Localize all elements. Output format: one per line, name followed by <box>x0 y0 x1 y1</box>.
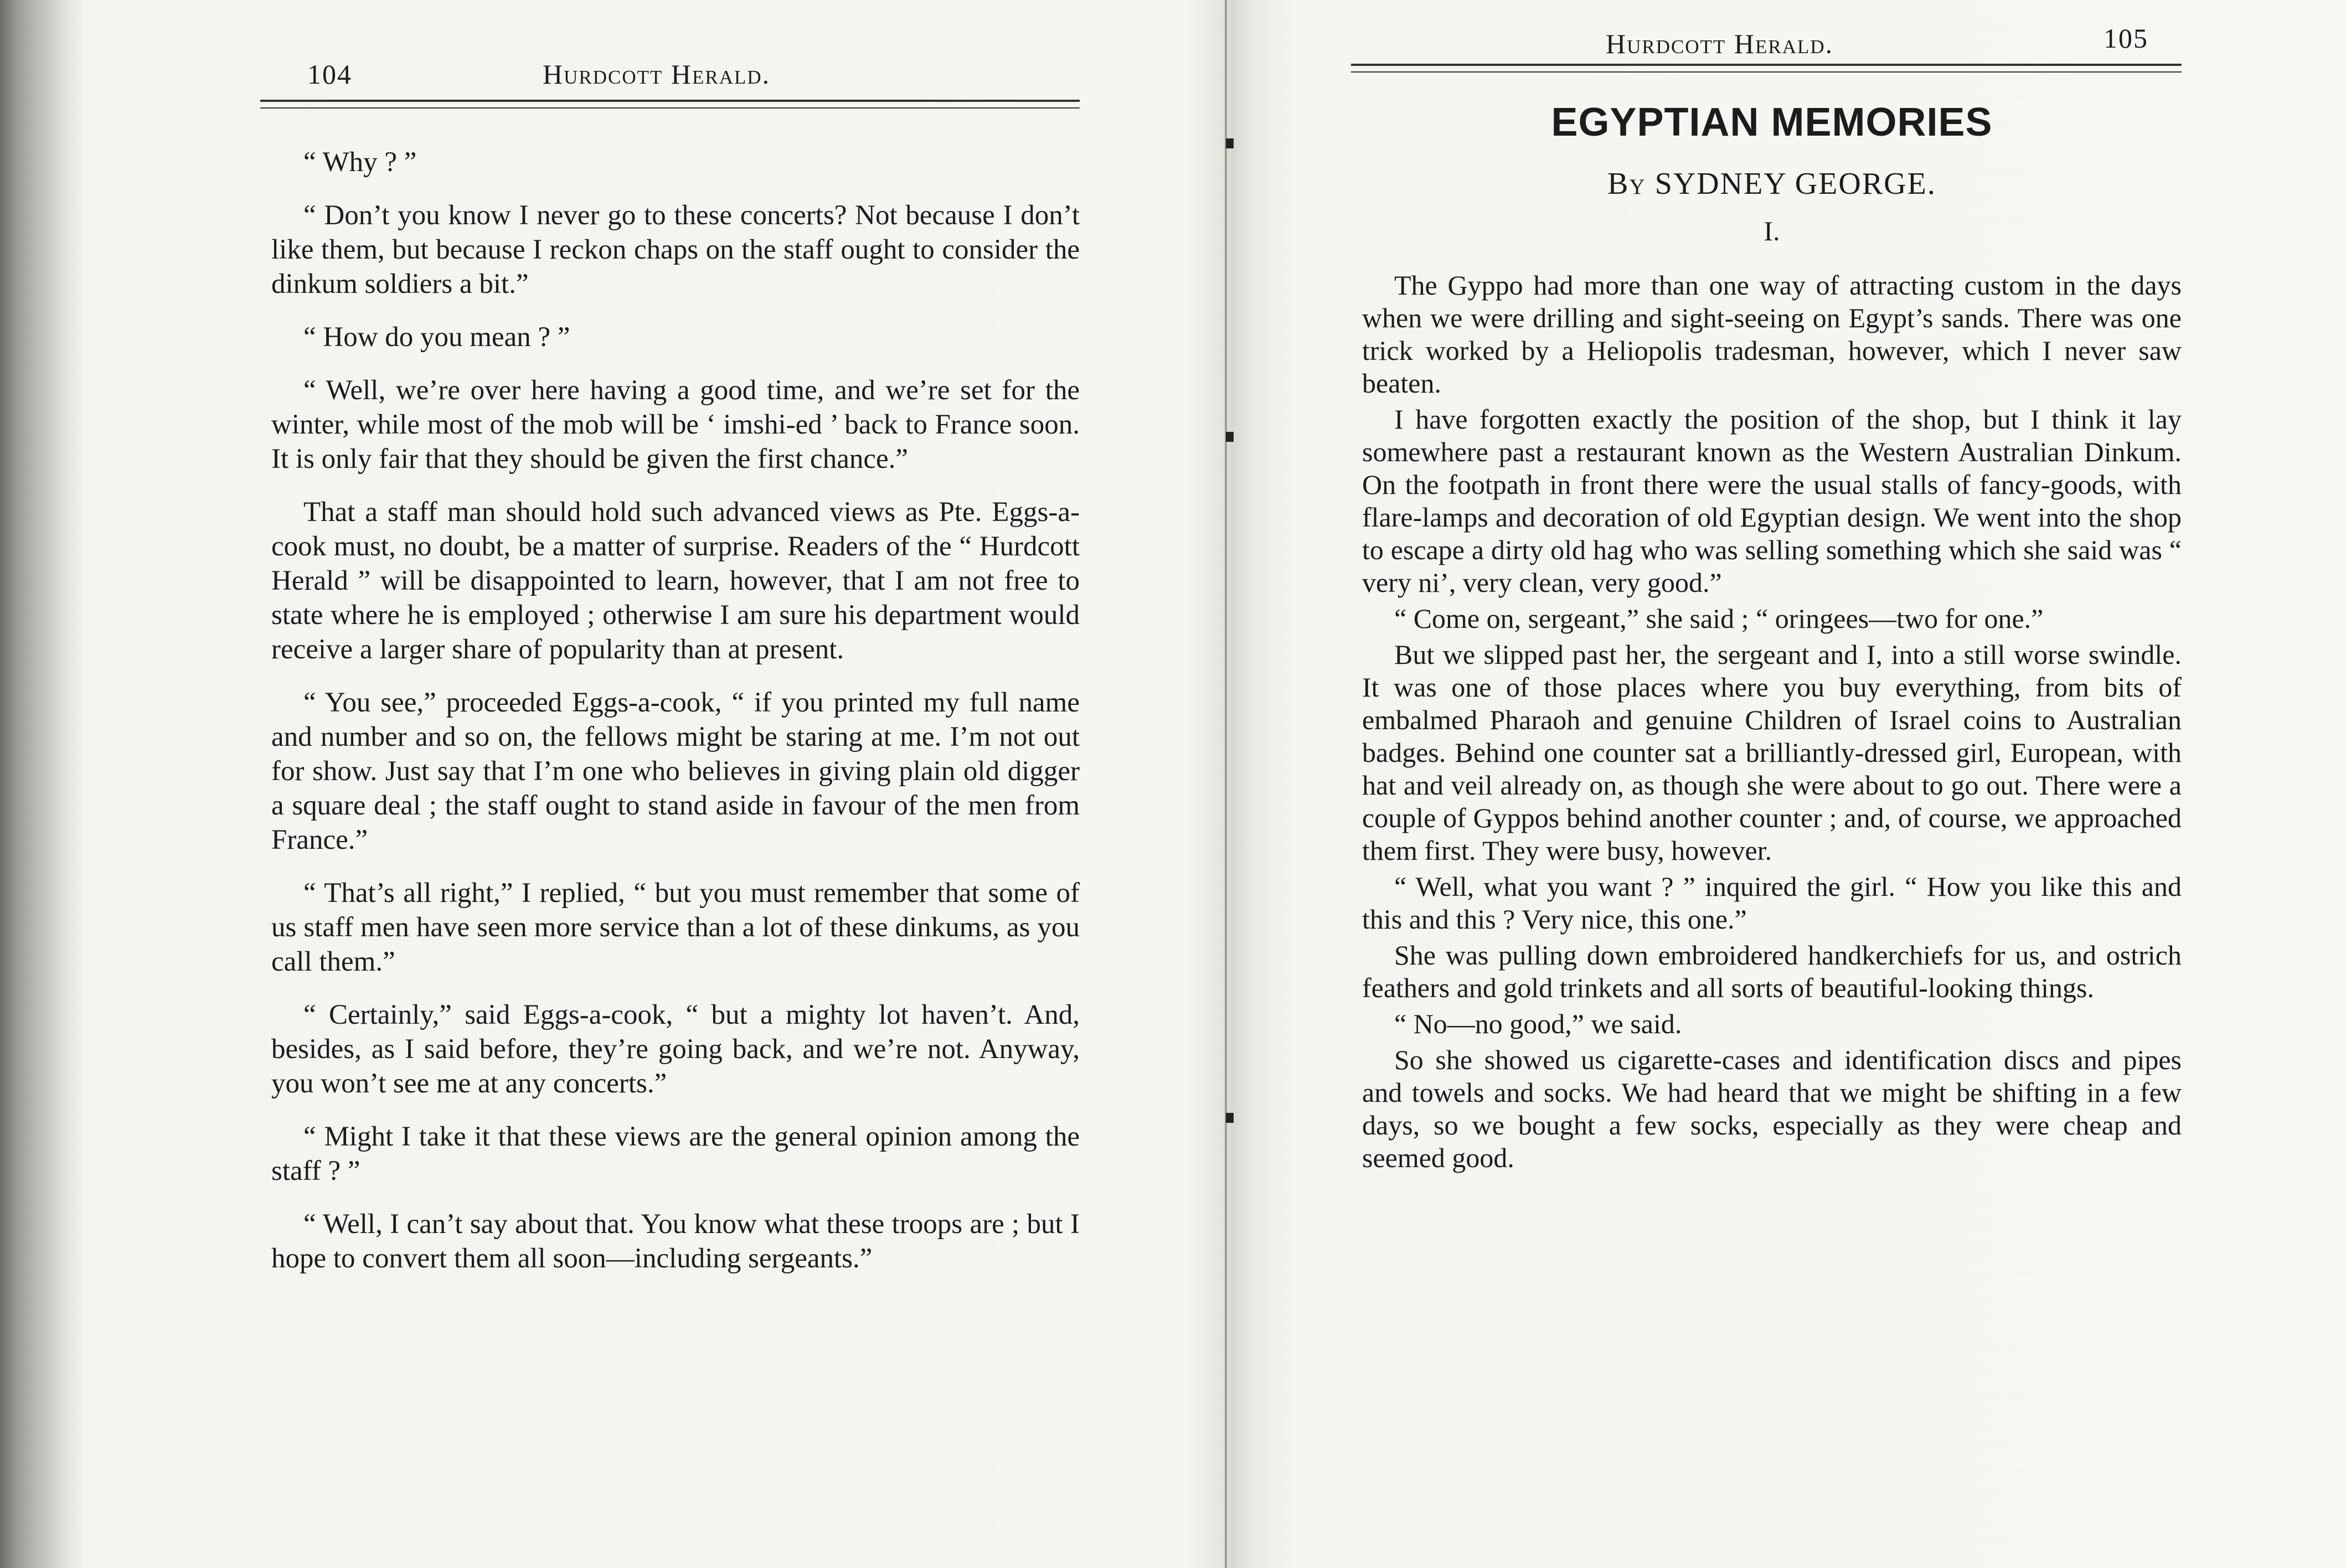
header-rule-thin <box>260 107 1080 109</box>
article-body <box>271 145 1080 1294</box>
header-rule-thin <box>1351 71 2182 73</box>
binding-mark <box>1226 138 1234 148</box>
paragraph: “ Don’t you know I never go to these concerts? Not because I don’t like them, but because I reckon chaps on the staff ought to consider the dinkum soldiers a bit.” <box>271 200 1080 300</box>
binding-mark <box>1226 1113 1234 1123</box>
page-gutter <box>1225 0 1227 1568</box>
paragraph: “ Why ? ” <box>303 147 417 178</box>
paragraph: “ Certainly,” said Eggs-a-cook, “ but a mighty lot haven’t. And, besides, as I said before, they’re going back, and we’re not. Anyway, you won’t see me at any concerts.” <box>271 999 1080 1099</box>
paragraph: “ Might I take it that these views are the general opinion among the staff ? ” <box>271 1121 1080 1187</box>
running-title: Hurdcott Herald. <box>543 59 771 90</box>
header-rule <box>1351 64 2182 66</box>
paragraph: “ You see,” proceeded Eggs-a-cook, “ if you printed my full name and number and so on, the fellows might be staring at me. I’m not out for show. Just say that I’m one who believes in giving plain old digger a square deal ; the staff ought to stand aside in favour of the men from France.” <box>271 687 1080 855</box>
paragraph: “ How do you mean ? ” <box>303 322 570 353</box>
running-head <box>260 58 1080 97</box>
article-headline: EGYPTIAN MEMORIES <box>1551 100 1993 145</box>
paragraph: So she showed us cigarette-cases and identification discs and pipes and towels and socks. We had heard that we might be shifting in a few days, so we bought a few socks, especially as they were cheap and seemed good. <box>1362 1044 2182 1173</box>
page-number: 105 <box>2103 23 2148 54</box>
paragraph: I have forgotten exactly the position of the shop, but I think it lay somewhere past a restaurant known as the Western Australian Dinkum. On the footpath in front there were the usual stalls of fancy-goods, with flare-lamps and decoration of old Egyptian design. We went into the shop to escape a dirty old hag who was selling something which she said was “ very ni’, very clean, very good.” <box>1362 404 2182 598</box>
paragraph: She was pulling down embroidered handkerchiefs for us, and ostrich feathers and gold trinkets and all sorts of beautiful-looking things. <box>1362 940 2182 1003</box>
paragraph: “ Come on, sergeant,” she said ; “ oringees—two for one.” <box>1394 603 2044 634</box>
paragraph: “ That’s all right,” I replied, “ but you must remember that some of us staff men have seen more service than a lot of these dinkums, as you call them.” <box>271 878 1080 977</box>
paragraph: “ Well, we’re over here having a good time, and we’re set for the winter, while most of the mob will be ‘ imshi-ed ’ back to France soon. It is only fair that they should be given the first chance.” <box>271 375 1080 474</box>
book-binding-edge <box>0 0 83 1568</box>
article-body <box>1362 100 2182 1178</box>
paragraph: The Gyppo had more than one way of attracting custom in the days when we were drilling and sight-seeing on Egypt’s sands. There was one trick worked by a Heliopolis tradesman, however, which I never saw beaten. <box>1362 270 2182 399</box>
section-numeral: I. <box>1764 215 1780 246</box>
paragraph: But we slipped past her, the sergeant and I, into a still worse swindle. It was one of those places where you buy everything, from bits of embalmed Pharaoh and genuine Children of Israel coins to Australian badges. Behind one counter sat a brilliantly-dressed girl, European, with hat and veil already on, as though she were about to go out. There were a couple of Gyppos behind another counter ; and, of course, we approached them first. They were busy, however. <box>1362 639 2182 866</box>
binding-mark <box>1226 432 1234 442</box>
running-title: Hurdcott Herald. <box>1606 28 1834 59</box>
header-rule <box>260 100 1080 102</box>
paragraph: “ Well, what you want ? ” inquired the girl. “ How you like this and this and this ? Very nice, this one.” <box>1362 871 2182 935</box>
running-head <box>1351 22 2182 61</box>
paragraph: That a staff man should hold such advanced views as Pte. Eggs-a-cook must, no doubt, be a matter of surprise. Readers of the “ Hurdcott Herald ” will be disappointed to learn, however, that I am not free to state where he is employed ; otherwise I am sure his department would receive a larger share of popularity than at present. <box>271 497 1080 665</box>
paragraph: “ No—no good,” we said. <box>1394 1008 1682 1039</box>
page-number: 104 <box>307 59 352 90</box>
paragraph: “ Well, I can’t say about that. You know what these troops are ; but I hope to convert them all soon—including sergeants.” <box>271 1209 1080 1274</box>
article-byline: By SYDNEY GEORGE. <box>1607 167 1936 201</box>
